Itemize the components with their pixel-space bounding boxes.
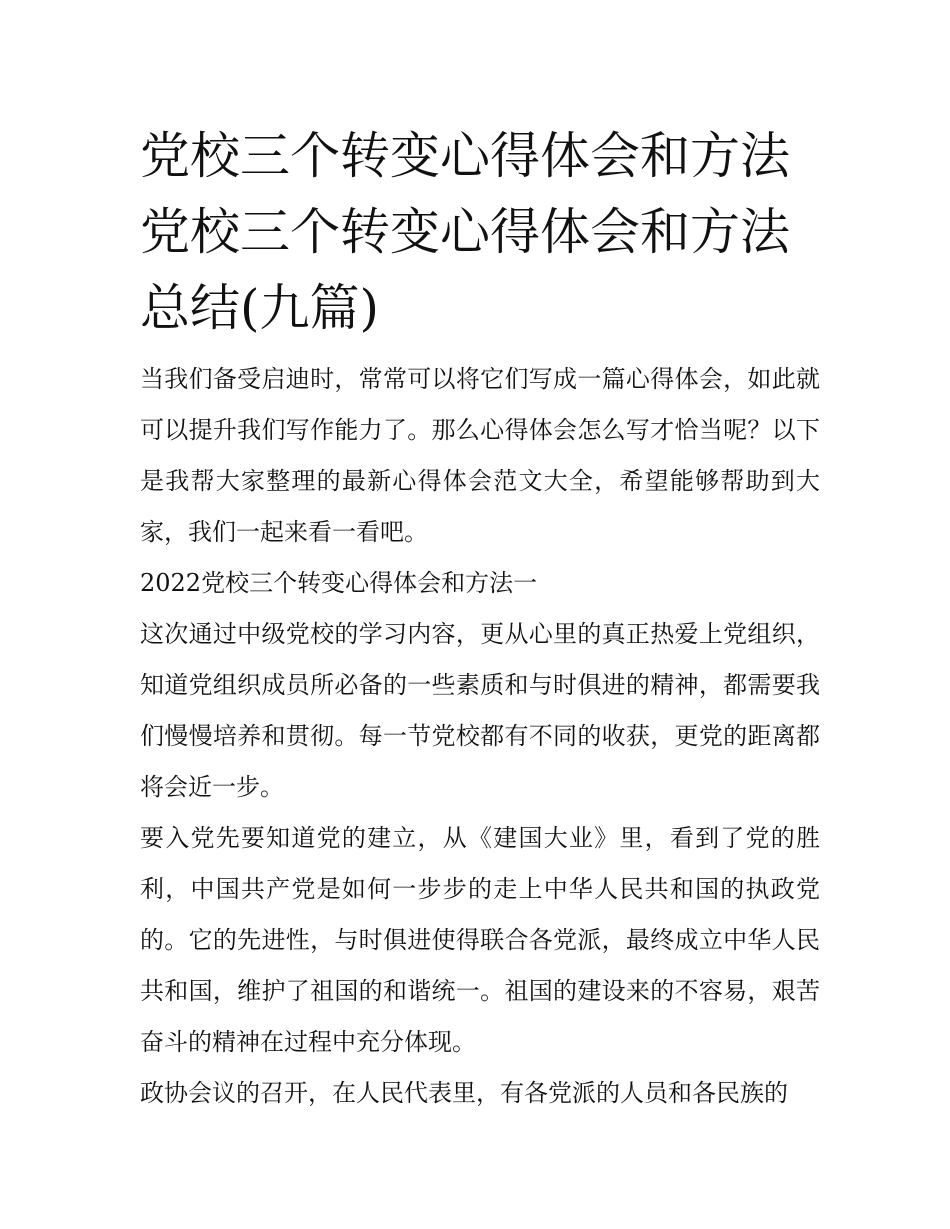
document-title: 党校三个转变心得体会和方法党校三个转变心得体会和方法总结(九篇) bbox=[140, 127, 790, 337]
intro-paragraph: 当我们备受启迪时，常常可以将它们写成一篇心得体会，如此就可以提升我们写作能力了。那么心得体会怎么写才恰当呢？以下是我帮大家整理的最新心得体会范文大全，希望能够帮助到大家，我们一起来看一看吧。 bbox=[140, 365, 820, 546]
body-paragraph: 这次通过中级党校的学习内容，更从心里的真正热爱上党组织，知道党组织成员所必备的一些素质和与时俱进的精神，都需要我们慢慢培养和贯彻。每一节党校都有不同的收获，更党的距离都将会近一步。 bbox=[140, 620, 820, 801]
body-paragraph: 政协会议的召开，在人民代表里，有各党派的人员和各民族的 bbox=[140, 1079, 788, 1107]
body-paragraph: 要入党先要知道党的建立，从《建国大业》里，看到了党的胜利，中国共产党是如何一步步的走上中华人民共和国的执政党的。它的先进性，与时俱进使得联合各党派，最终成立中华人民共和国，维护了祖国的和谐统一。祖国的建设来的不容易，艰苦奋斗的精神在过程中充分体现。 bbox=[140, 824, 820, 1056]
section-heading: 2022党校三个转变心得体会和方法一 bbox=[140, 569, 538, 597]
